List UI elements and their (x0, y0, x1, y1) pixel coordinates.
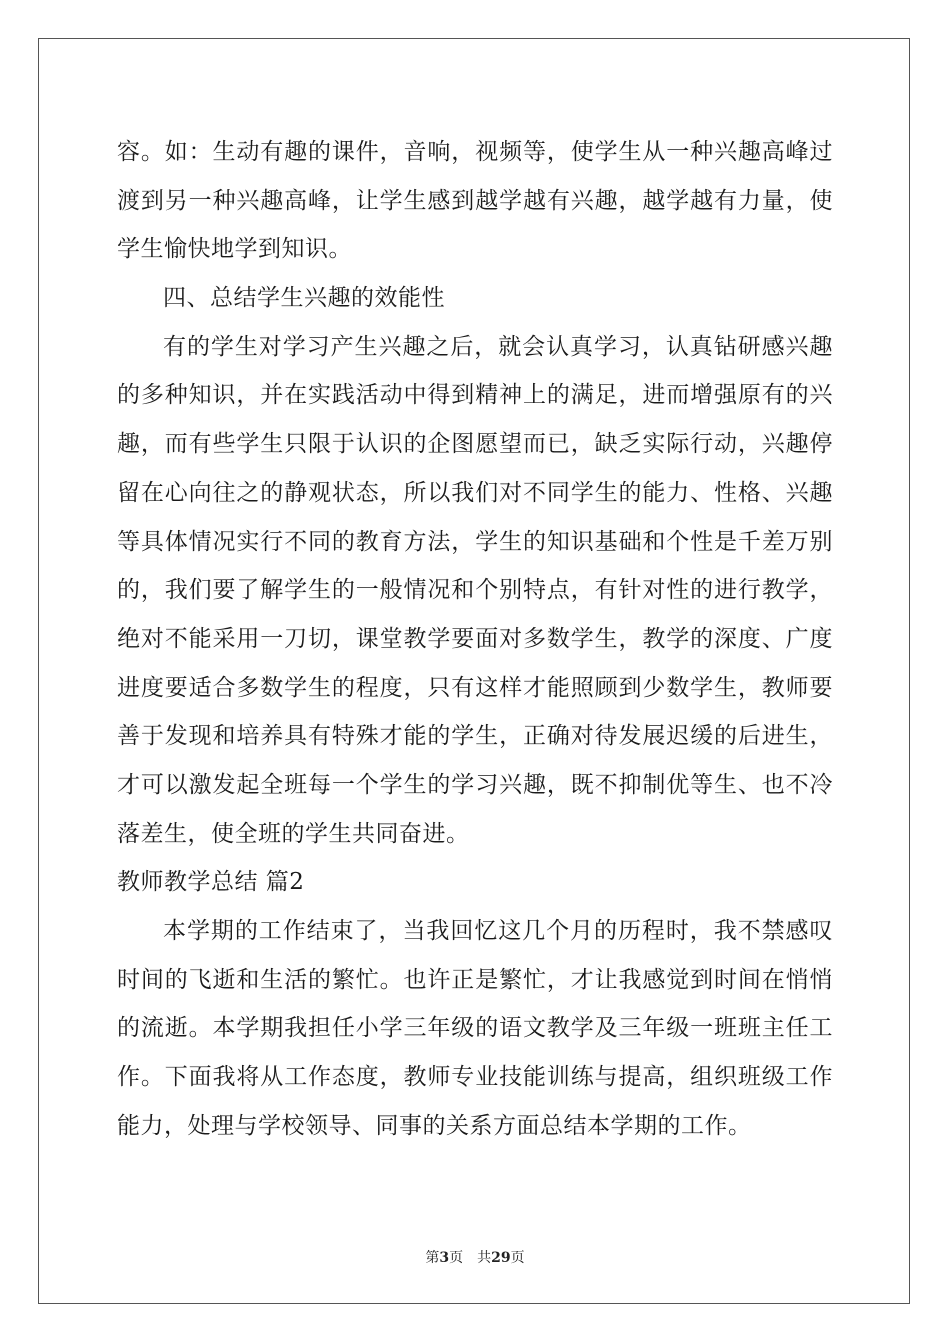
total-suffix: 页 (510, 1250, 525, 1266)
document-body (117, 128, 833, 1150)
paragraph-first-line: 本学期的工作结束了，当我回忆这几个月的历程时，我不禁感叹 (163, 918, 833, 944)
text-line: 落差生，使全班的学生共同奋进。 (117, 820, 470, 847)
text-line: 进度要适合多数学生的程度，只有这样才能照顾到少数学生，教师要 (117, 674, 833, 701)
text-line: 学生愉快地学到知识。 (117, 236, 352, 263)
text-line: 善于发现和培养具有特殊才能的学生，正确对待发展迟缓的后进生， (117, 723, 833, 750)
text-line: 作。下面我将从工作态度，教师专业技能训练与提高，组织班级工作 (117, 1064, 833, 1091)
page-footer (0, 1247, 950, 1267)
total-prefix: 共 (477, 1250, 492, 1266)
text-line: 留在心向往之的静观状态，所以我们对不同学生的能力、性格、兴趣 (117, 479, 833, 506)
text-line: 才可以激发起全班每一个学生的学习兴趣，既不抑制优等生、也不冷 (117, 771, 833, 798)
text-line: 等具体情况实行不同的教育方法，学生的知识基础和个性是千差万别 (117, 528, 833, 555)
text-line: 绝对不能采用一刀切，课堂教学要面对多数学生，教学的深度、广度 (117, 625, 833, 652)
text-line: 的多种知识，并在实践活动中得到精神上的满足，进而增强原有的兴 (117, 382, 833, 409)
text-line: 渡到另一种兴趣高峰，让学生感到越学越有兴趣，越学越有力量，使 (117, 187, 833, 214)
text-line: 时间的飞逝和生活的繁忙。也许正是繁忙，才让我感觉到时间在悄悄 (117, 966, 833, 993)
total-pages: 29 (491, 1250, 511, 1266)
section-heading: 四、总结学生兴趣的效能性 (163, 285, 445, 312)
text-line: 的，我们要了解学生的一般情况和个别特点，有针对性的进行教学， (117, 577, 833, 604)
page-number: 3 (439, 1250, 450, 1266)
paragraph-first-line: 有的学生对学习产生兴趣之后，就会认真学习，认真钻研感兴趣 (163, 333, 833, 360)
page-suffix: 页 (449, 1250, 464, 1266)
article-title: 教师教学总结 篇2 (117, 869, 305, 896)
text-line: 能力，处理与学校领导、同事的关系方面总结本学期的工作。 (117, 1112, 752, 1139)
page-prefix: 第 (425, 1250, 440, 1266)
text-line: 趣，而有些学生只限于认识的企图愿望而已，缺乏实际行动，兴趣停 (117, 431, 833, 458)
text-line: 容。如：生动有趣的课件，音响，视频等，使学生从一种兴趣高峰过 (117, 139, 833, 165)
text-line: 的流逝。本学期我担任小学三年级的语文教学及三年级一班班主任工 (117, 1015, 833, 1042)
